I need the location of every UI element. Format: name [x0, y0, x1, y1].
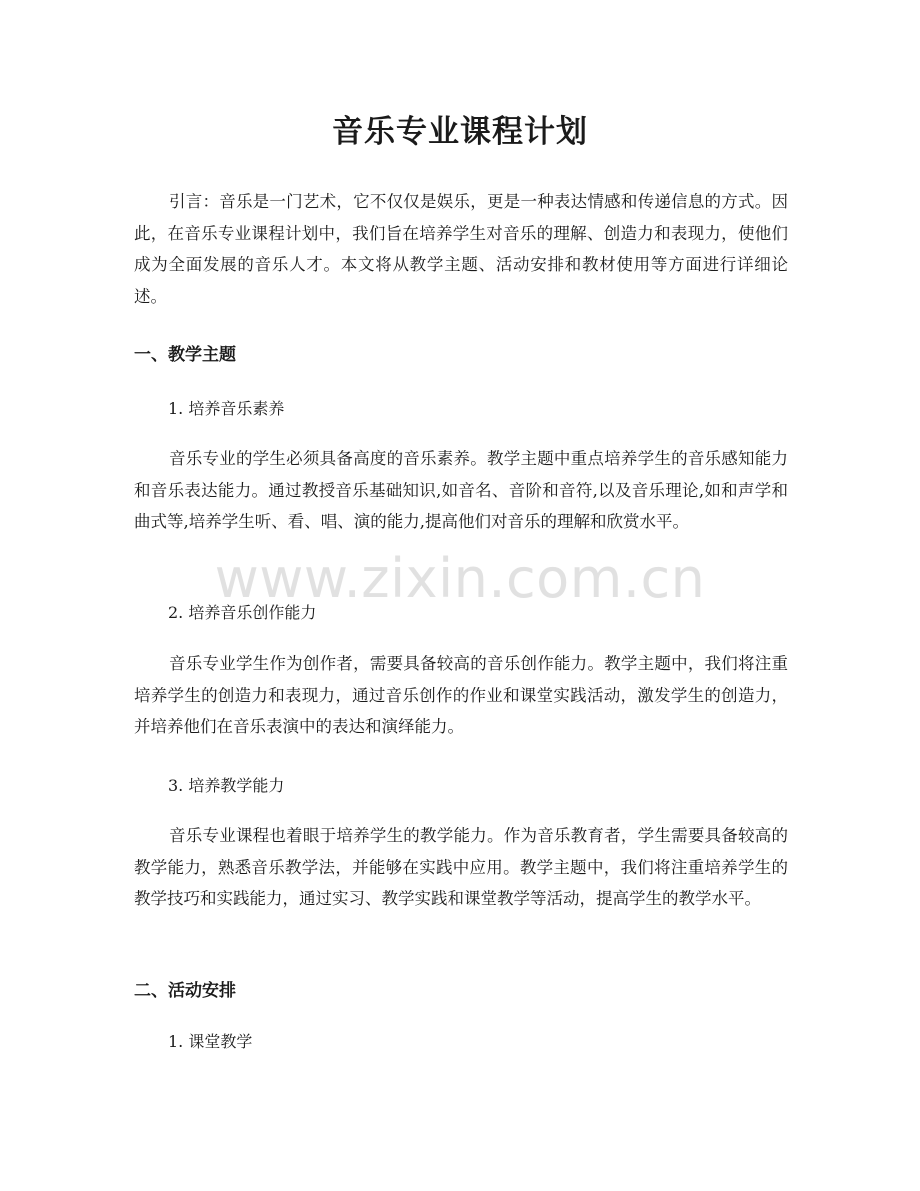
section-heading-teaching-themes: 一、教学主题 [134, 345, 236, 365]
subheading-music-literacy: 1. 培养音乐素养 [168, 399, 285, 418]
subheading-teaching-ability: 3. 培养教学能力 [168, 776, 285, 795]
body-music-literacy: 音乐专业的学生必须具备高度的音乐素养。教学主题中重点培养学生的音乐感知能力和音乐表达能力。通过教授音乐基础知识,如音名、音阶和音符,以及音乐理论,如和声学和曲式等,培养学生听、看、唱、演的能力,提高他们对音乐的理解和欣赏水平。 [134, 449, 788, 531]
body-creative-ability: 音乐专业学生作为创作者，需要具备较高的音乐创作能力。教学主题中，我们将注重培养学生的创造力和表现力，通过音乐创作的作业和课堂实践活动，激发学生的创造力，并培养他们在音乐表演中的表达和演绎能力。 [134, 654, 788, 736]
body-teaching-ability: 音乐专业课程也着眼于培养学生的教学能力。作为音乐教育者，学生需要具备较高的教学能力，熟悉音乐教学法，并能够在实践中应用。教学主题中，我们将注重培养学生的教学技巧和实践能力，通过实习、教学实践和课堂教学等活动，提高学生的教学水平。 [134, 826, 788, 908]
document-title: 音乐专业课程计划 [332, 114, 588, 150]
subheading-creative-ability: 2. 培养音乐创作能力 [168, 603, 317, 622]
section-heading-activities: 二、活动安排 [134, 981, 236, 1001]
subheading-classroom-teaching: 1. 课堂教学 [168, 1032, 253, 1051]
watermark: www.zixin.com.cn [214, 547, 706, 610]
intro-paragraph: 引言：音乐是一门艺术，它不仅仅是娱乐，更是一种表达情感和传递信息的方式。因此，在音乐专业课程计划中，我们旨在培养学生对音乐的理解、创造力和表现力，使他们成为全面发展的音乐人才。本文将从教学主题、活动安排和教材使用等方面进行详细论述。 [134, 192, 788, 306]
